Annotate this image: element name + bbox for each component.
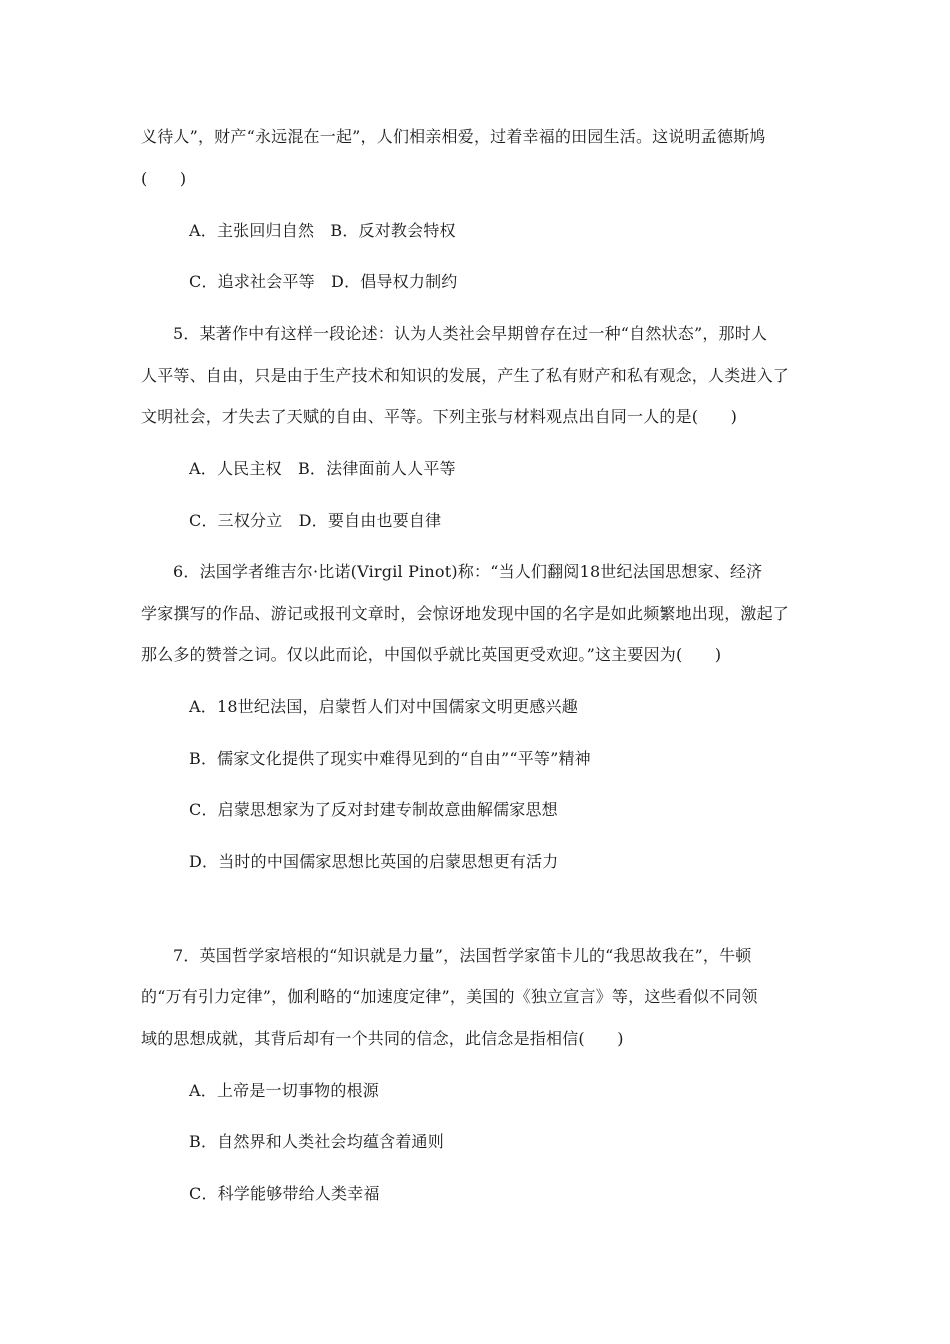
q7-text-line-2: 的“万有引力定律”，伽利略的“加速度定律”，美国的《独立宣言》等，这些看似不同领: [141, 987, 758, 1006]
q4-answer-blank: ( ): [141, 169, 187, 188]
q7-text-line-1: 7．英国哲学家培根的“知识就是力量”，法国哲学家笛卡儿的“我思故我在”，牛顿: [173, 946, 752, 965]
q6-option-d: D．当时的中国儒家思想比英国的启蒙思想更有活力: [189, 852, 559, 871]
q6-option-c: C．启蒙思想家为了反对封建专制故意曲解儒家思想: [189, 800, 558, 819]
q4-text-line-1: 义待人”，财产“永远混在一起”，人们相亲相爱，过着幸福的田园生活。这说明孟德斯鸠: [141, 127, 766, 146]
q5-text-line-3: 文明社会，才失去了天赋的自由、平等。下列主张与材料观点出自同一人的是( ): [141, 407, 738, 426]
q7-option-c: C．科学能够带给人类幸福: [189, 1184, 380, 1203]
q7-option-b: B．自然界和人类社会均蕴含着通则: [189, 1132, 444, 1151]
q6-option-b: B．儒家文化提供了现实中难得见到的“自由”“平等”精神: [189, 749, 591, 768]
q6-option-a: A．18世纪法国，启蒙哲人们对中国儒家文明更感兴趣: [189, 697, 578, 716]
q5-text-line-2: 人平等、自由，只是由于生产技术和知识的发展，产生了私有财产和私有观念，人类进入了: [141, 366, 790, 385]
q4-options-row-1: A．主张回归自然 B．反对教会特权: [189, 221, 456, 240]
q5-text-line-1: 5．某著作中有这样一段论述：认为人类社会早期曾存在过一种“自然状态”，那时人: [173, 324, 768, 343]
q6-text-line-1: 6．法国学者维吉尔·比诺(Virgil Pinot)称：“当人们翻阅18世纪法国思想家、经济: [173, 562, 763, 581]
q5-options-row-1: A．人民主权 B．法律面前人人平等: [189, 459, 456, 478]
q6-text-line-3: 那么多的赞誉之词。仅以此而论，中国似乎就比英国更受欢迎。”这主要因为( ): [141, 645, 722, 664]
q7-option-a: A．上帝是一切事物的根源: [189, 1081, 379, 1100]
q4-options-row-2: C．追求社会平等 D．倡导权力制约: [189, 272, 458, 291]
q7-text-line-3: 域的思想成就，其背后却有一个共同的信念，此信念是指相信( ): [141, 1029, 624, 1048]
q5-options-row-2: C．三权分立 D．要自由也要自律: [189, 511, 442, 530]
q6-text-line-2: 学家撰写的作品、游记或报刊文章时，会惊讶地发现中国的名字是如此频繁地出现，激起了: [141, 604, 790, 623]
